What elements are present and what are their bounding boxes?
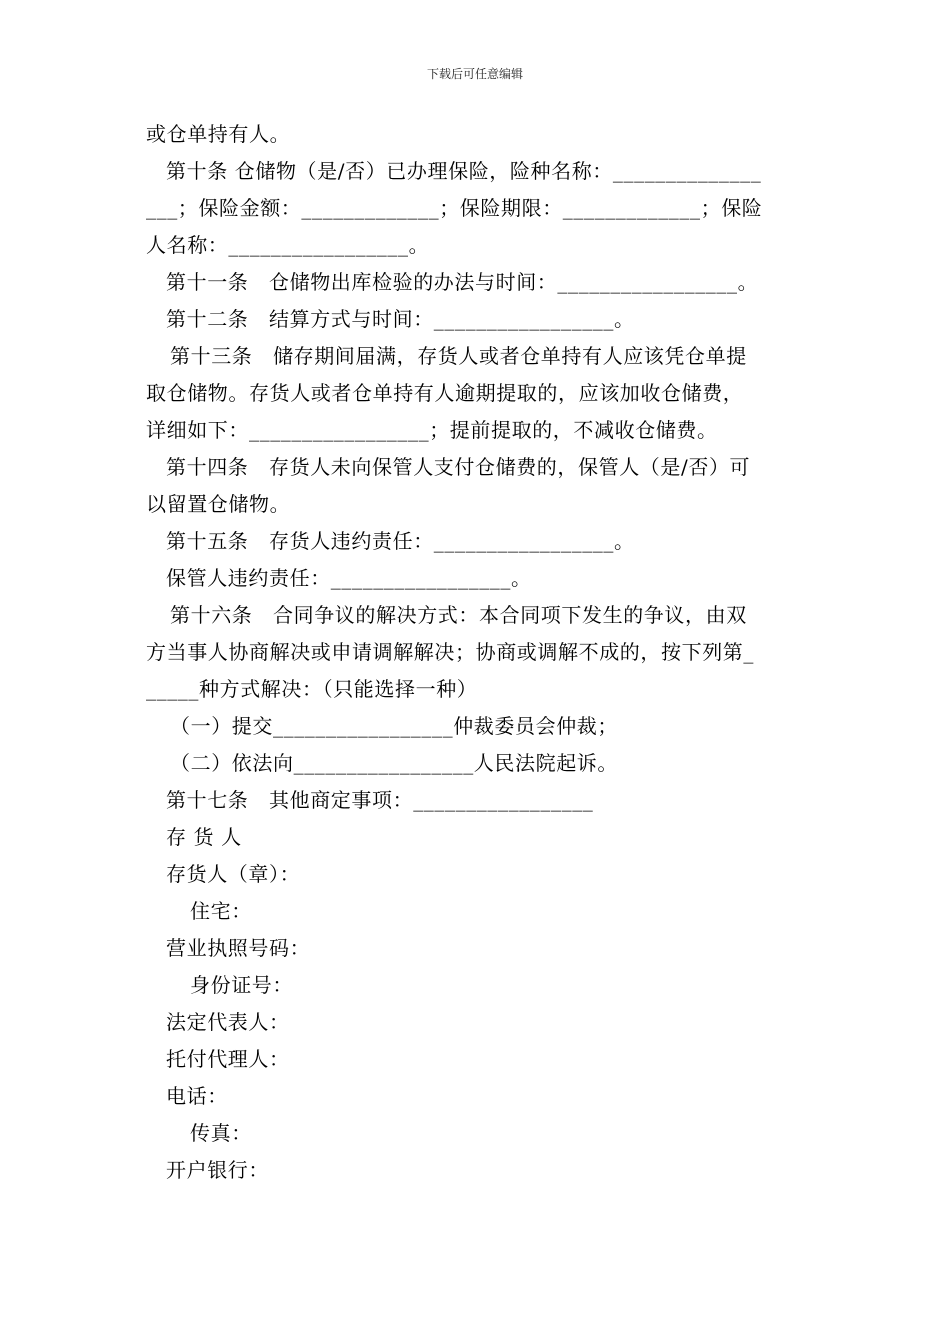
signature-phone: 电话： [166,1084,228,1108]
clause-10-line-3: 人名称：_________________。 [146,233,430,257]
text-line: 或仓单持有人。 [146,122,291,146]
clause-13-line-3: 详细如下：_________________；提前提取的，不减收仓储费。 [146,418,718,442]
clause-10-line-1: 第十条 仓储物（是/否）已办理保险，险种名称：______________ [166,159,762,183]
signature-agent: 托付代理人： [166,1047,290,1071]
clause-16-line-1: 第十六条 合同争议的解决方式：本合同项下发生的争议，由双 [170,603,747,627]
clause-16-line-2: 方当事人协商解决或申请调解解决；协商或调解不成的，按下列第_ [146,640,754,664]
clause-16-option-1: （一）提交_________________仲裁委员会仲裁； [170,714,618,738]
clause-15: 第十五条 存货人违约责任：_________________。 [166,529,635,553]
clause-11: 第十一条 仓储物出库检验的办法与时间：_________________。 [166,270,759,294]
signature-seal: 存货人（章）： [166,862,301,886]
clause-16-option-2: （二）依法向_________________人民法院起诉。 [170,751,618,775]
signature-license: 营业执照号码： [166,936,311,960]
page-header: 下载后可任意编辑 [426,67,523,81]
clause-17: 第十七条 其他商定事项：_________________ [166,788,594,812]
clause-13-line-2: 取仓储物。存货人或者仓单持有人逾期提取的，应该加收仓储费， [146,381,744,405]
signature-title: 存 货 人 [166,825,242,849]
clause-16-line-3: _____种方式解决：（只能选择一种） [146,677,478,701]
signature-fax: 传真： [190,1121,252,1145]
signature-legal-rep: 法定代表人： [166,1010,290,1034]
signature-address: 住宅： [190,899,252,923]
clause-12: 第十二条 结算方式与时间：_________________。 [166,307,635,331]
clause-15-keeper: 保管人违约责任：_________________。 [166,566,532,590]
clause-13-line-1: 第十三条 储存期间届满，存货人或者仓单持有人应该凭仓单提 [170,344,747,368]
clause-10-line-2: ___；保险金额：_____________；保险期限：_____________；保险 [146,196,763,220]
signature-id: 身份证号： [190,973,293,997]
signature-bank: 开户银行： [166,1158,269,1182]
document-body [146,116,806,1189]
clause-14-line-2: 以留置仓储物。 [146,492,291,516]
clause-14-line-1: 第十四条 存货人未向保管人支付仓储费的，保管人（是/否）可 [166,455,751,479]
